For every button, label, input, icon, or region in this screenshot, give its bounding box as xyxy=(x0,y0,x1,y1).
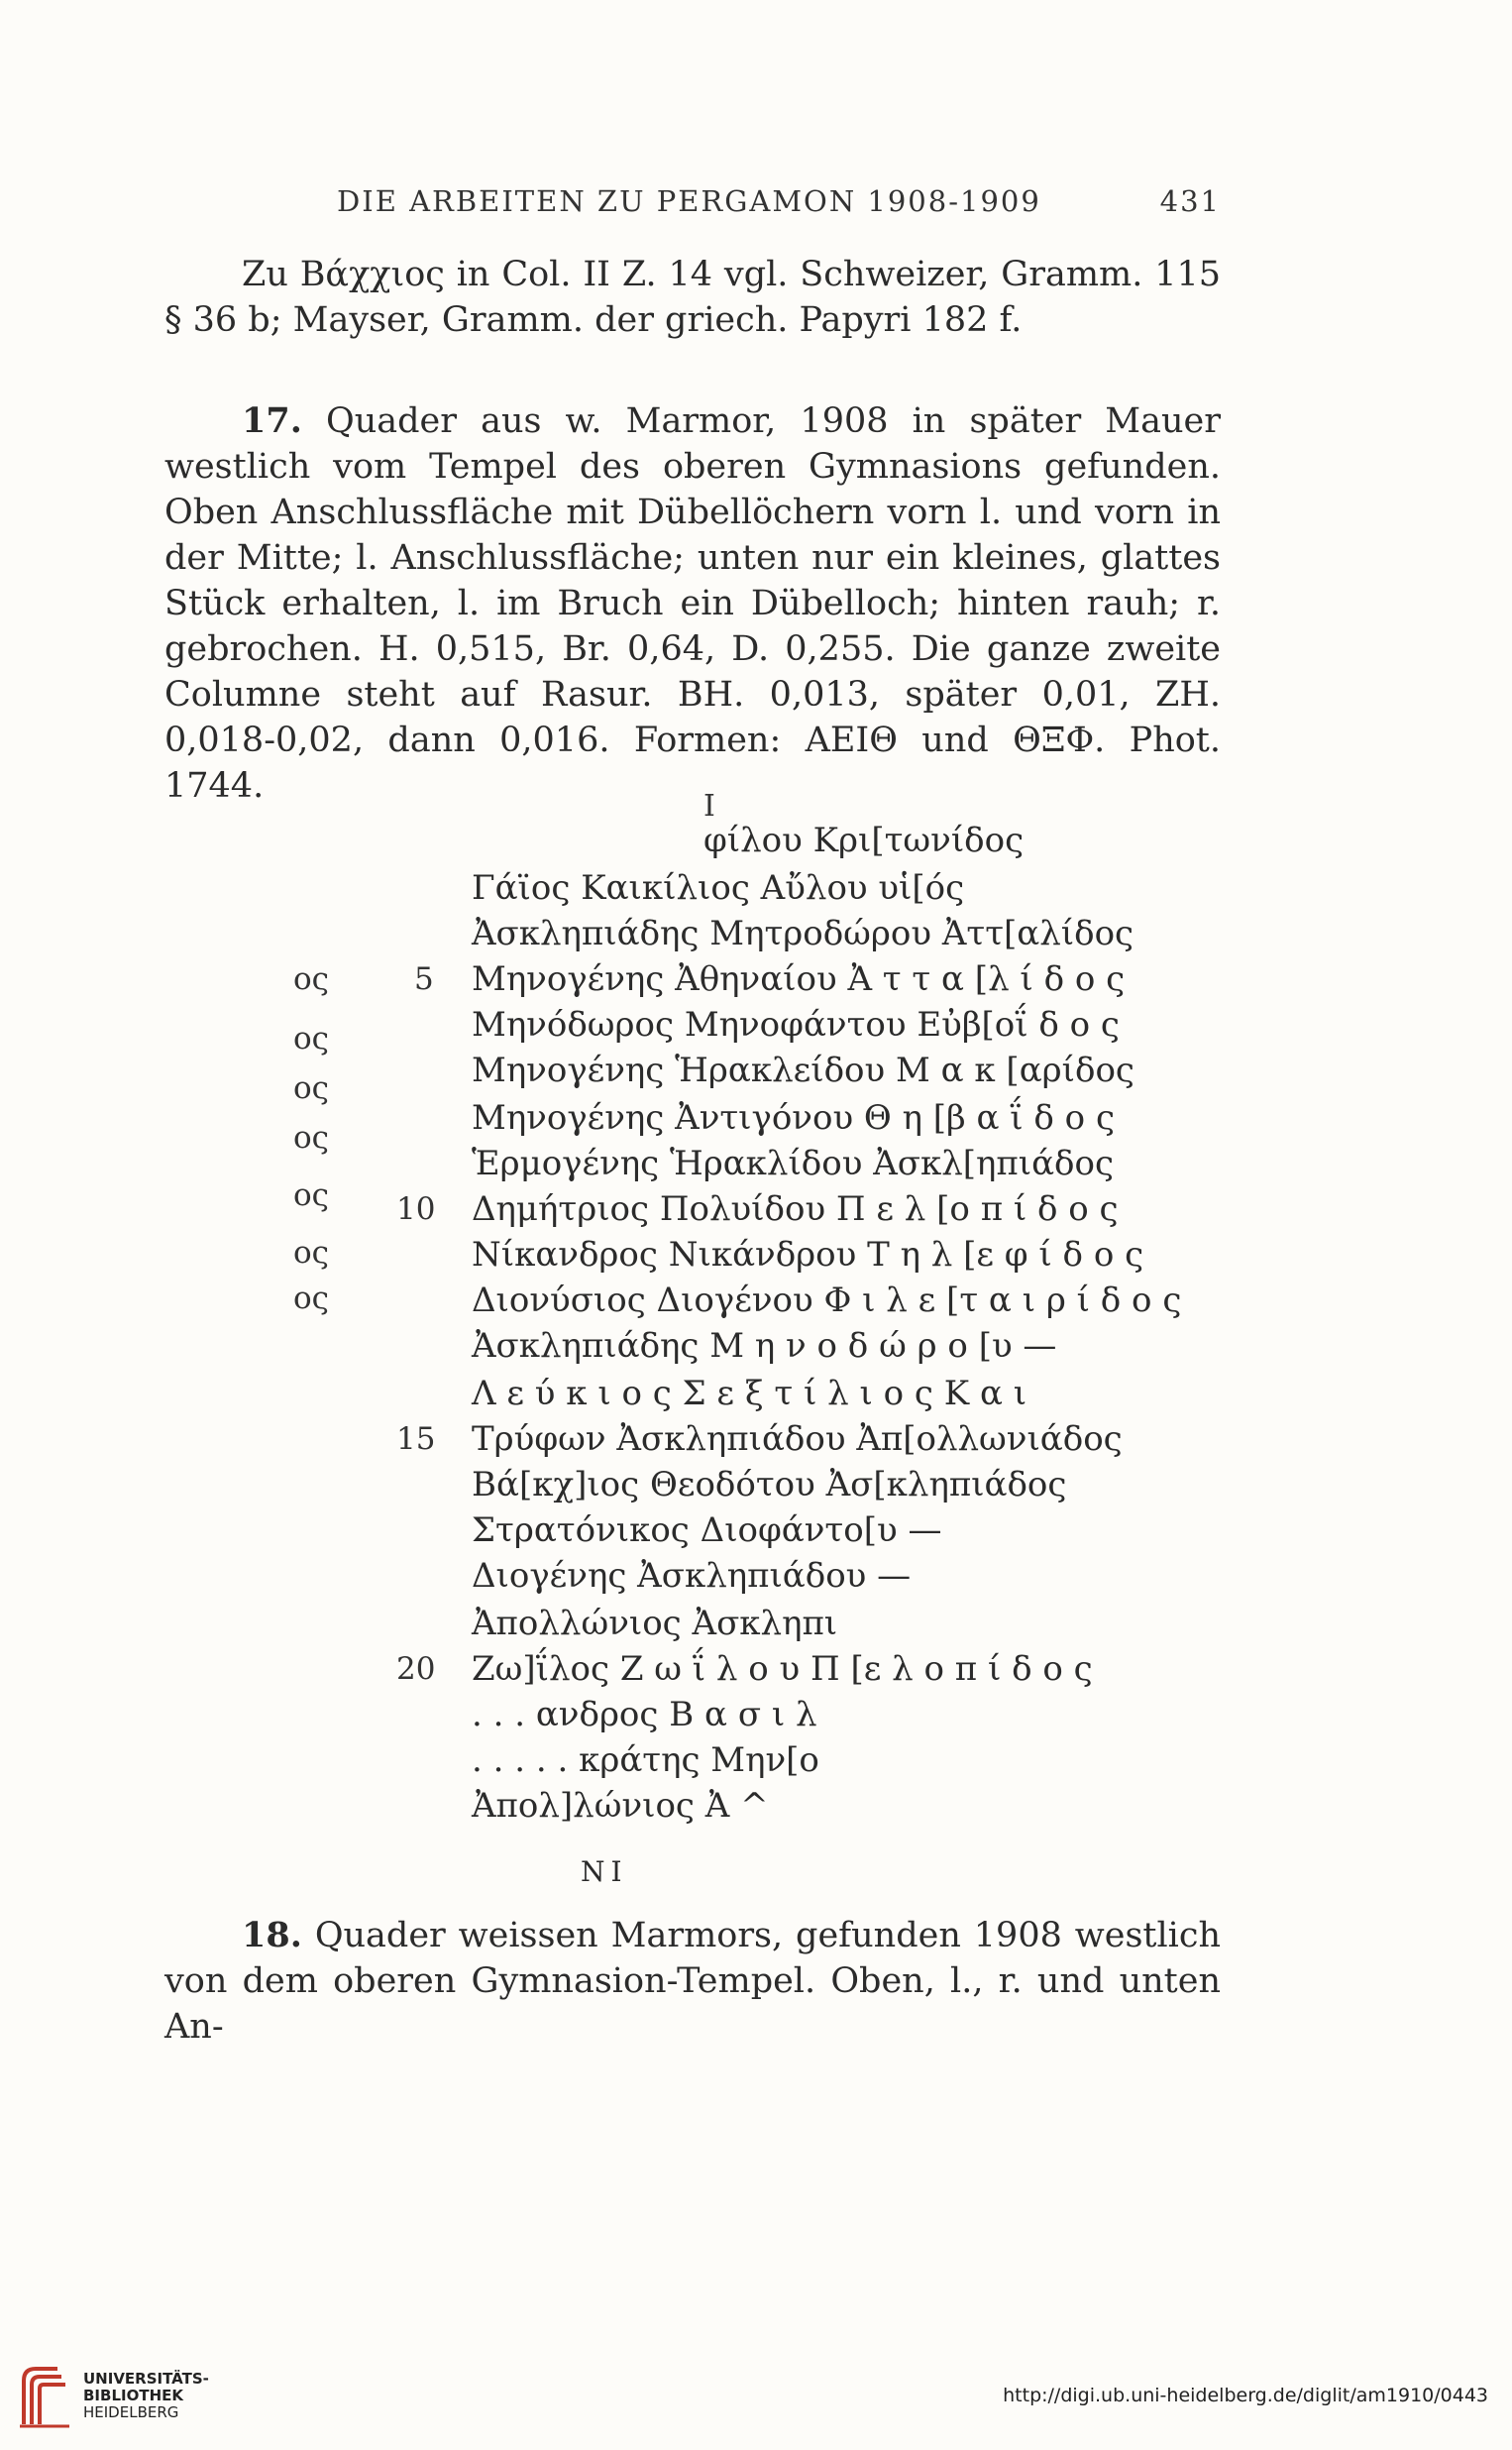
inscription-line: Ἀπολλώνιος Ἀσκληπι xyxy=(472,1604,838,1643)
page-number: 431 xyxy=(1159,184,1221,218)
library-name-line: HEIDELBERG xyxy=(83,2403,179,2421)
inscription-line: Μηνογένης Ἀθηναίου Ἀ τ τ α [λ ί δ ο ς xyxy=(472,959,1126,999)
line-number: 10 xyxy=(396,1191,436,1227)
inscription-line: Ἀπολ]λώνιος Ἀ ^ xyxy=(472,1786,769,1826)
margin-ending: ος xyxy=(293,1281,330,1316)
inscription-line: Γάϊος Καικίλιος Αὔλου υἱ[ός xyxy=(472,868,965,908)
entry-17-text: Quader aus w. Marmor, 1908 in später Mauer westlich vom Tempel des oberen Gymnasions gefunden. Oben Anschlussfläche mit Dübellöchern vorn l. und vorn in der Mitte; l. Anschlussfläche; unten nur ein kleines, glattes Stück erhalten, l. im Bruch ein Dübelloch; hinten rauh; r. gebrochen. H. 0,515, Br. 0,64, D. 0,255. Die ganze zweite Columne steht auf Rasur. BH. 0,013, später 0,01, ZH. 0,018-0,02, dann 0,016. Formen: ΑΕΙΘ und ΘΞΦ. Phot. 1744. xyxy=(164,401,1221,806)
paragraph-18 xyxy=(164,1913,1221,2050)
entry-number-18: 18. xyxy=(242,1915,302,1955)
inscription-line: . . . ανδρος Β α σ ι λ xyxy=(472,1695,817,1734)
inscription-line: Βά[κχ]ιος Θεοδότου Ἀσ[κληπιάδος xyxy=(472,1465,1067,1504)
inscription-line: φίλου Κρι[τωνίδος xyxy=(703,821,1025,860)
margin-ending: ος xyxy=(293,961,330,997)
margin-ending: ος xyxy=(293,1120,330,1156)
inscription-line: Νίκανδρος Νικάνδρου Τ η λ [ε φ ί δ ο ς xyxy=(472,1235,1144,1275)
inscription-line: Μηνόδωρος Μηνοφάντου Εὐβ[οΐ δ ο ς xyxy=(472,1005,1120,1045)
inscription-line: Δημήτριος Πολυίδου Π ε λ [ο π ί δ ο ς xyxy=(472,1189,1119,1229)
margin-ending: ος xyxy=(293,1070,330,1106)
library-name-line: BIBLIOTHEK xyxy=(83,2387,183,2404)
inscription-line: Λ ε ύ κ ι ο ς Σ ε ξ τ ί λ ι ο ς Κ α ι xyxy=(472,1374,1027,1413)
inscription-line: Ζω]ΐλος Ζ ω ΐ λ ο υ Π [ε λ ο π ί δ ο ς xyxy=(472,1649,1093,1689)
inscription-line: Διογένης Ἀσκληπιάδου — xyxy=(472,1556,912,1596)
margin-ending: ος xyxy=(293,1177,330,1213)
inscription-line: Μηνογένης Ἀντιγόνου Θ η [β α ΐ δ ο ς xyxy=(472,1098,1116,1138)
margin-ending: ος xyxy=(293,1021,330,1057)
inscription-line: Μηνογένης Ἡρακλείδου Μ α κ [αρίδος xyxy=(472,1051,1134,1090)
inscription-line: Τρύφων Ἀσκληπιάδου Ἀπ[ολλωνιάδος xyxy=(472,1419,1123,1459)
entry-18-text: Quader weissen Marmors, gefunden 1908 westlich von dem oberen Gymnasion-Tempel. Oben, l., r. und unten An- xyxy=(164,1916,1221,2047)
closing-letters: ΝΙ xyxy=(581,1855,628,1888)
column-label: I xyxy=(703,789,715,824)
line-number: 20 xyxy=(396,1651,436,1687)
inscription-line: Ἀσκληπιάδης Μ η ν ο δ ώ ρ ο [υ — xyxy=(472,1326,1057,1366)
inscription-line: Στρατόνικος Διοφάντο[υ — xyxy=(472,1510,942,1550)
inscription-line: Ἀσκληπιάδης Μητροδώρου Ἀττ[αλίδος xyxy=(472,914,1134,953)
library-name-line: UNIVERSITÄTS- xyxy=(83,2370,209,2388)
line-number: 15 xyxy=(396,1421,436,1457)
inscription-line: . . . . . κράτης Μην[ο xyxy=(472,1740,819,1780)
line-number: 5 xyxy=(414,961,434,997)
library-logo-icon xyxy=(18,2361,73,2430)
inscription-line: Ἑρμογένης Ἡρακλίδου Ἀσκλ[ηπιάδος xyxy=(472,1144,1115,1183)
running-title: DIE ARBEITEN ZU PERGAMON 1908-1909 xyxy=(337,184,1041,218)
margin-ending: ος xyxy=(293,1235,330,1271)
library-name xyxy=(83,2371,209,2421)
source-url-link[interactable]: http://digi.ub.uni-heidelberg.de/diglit/am1910/0443 xyxy=(1003,2385,1488,2406)
paragraph-note: Zu Βάχχιος in Col. II Z. 14 vgl. Schweizer, Gramm. 115 § 36 b; Mayser, Gramm. der griech. Papyri 182 f. xyxy=(164,255,1221,340)
inscription-line: Διονύσιος Διογένου Φ ι λ ε [τ α ι ρ ί δ ο ς xyxy=(472,1281,1182,1320)
entry-number-17: 17. xyxy=(242,400,302,441)
